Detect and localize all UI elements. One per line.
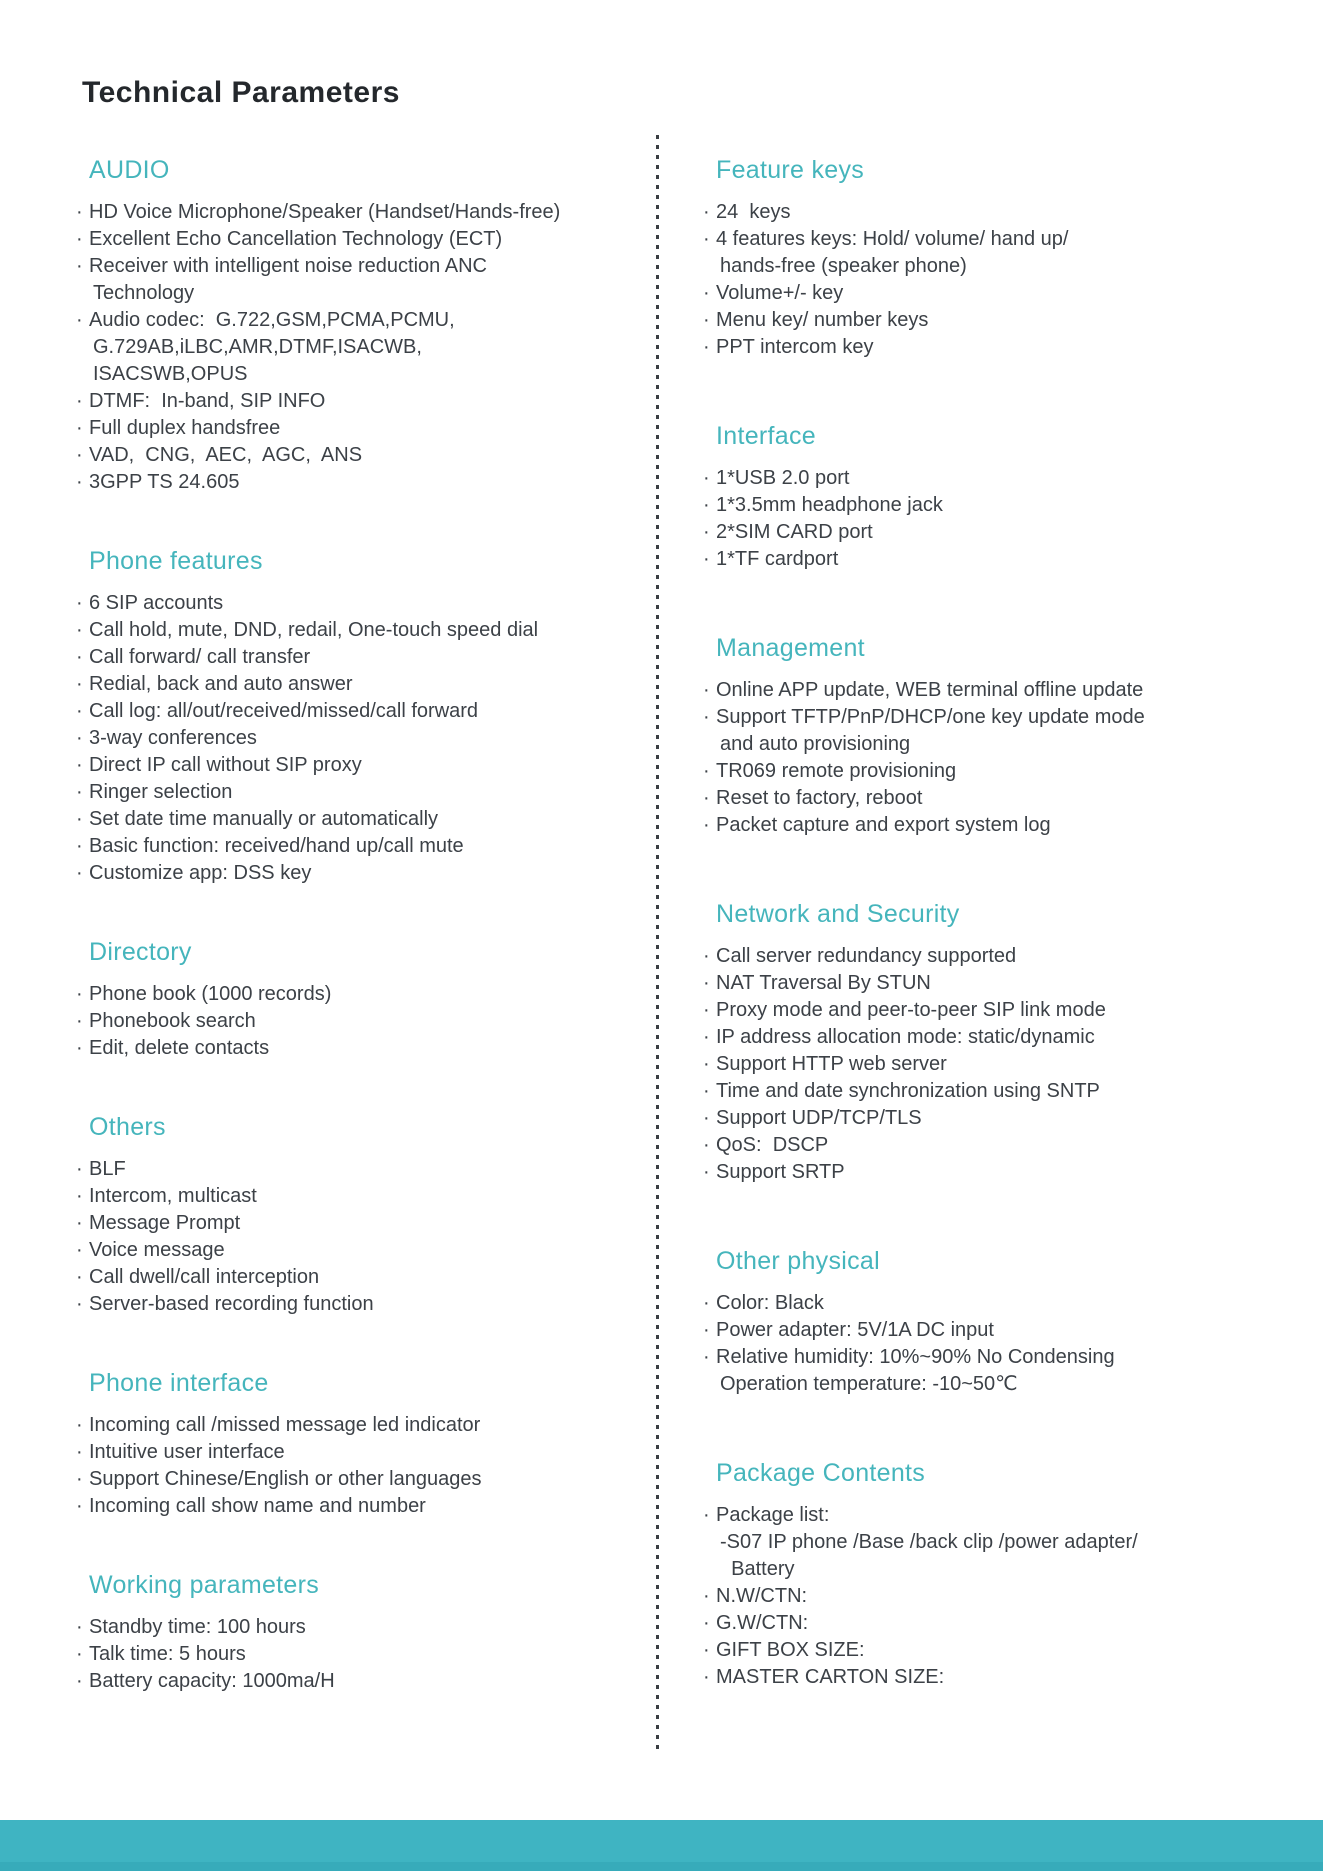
section-heading: Interface [716,422,816,450]
spec-line: · Call log: all/out/received/missed/call forward [76,698,651,725]
spec-line: · Support SRTP [703,1159,1303,1186]
spec-line: · Support Chinese/English or other languages [76,1466,651,1493]
spec-line-continuation: and auto provisioning [720,733,911,755]
spec-line-continuation: ISACSWB,OPUS [93,363,248,385]
section-item-list [76,1614,651,1695]
spec-line: · Basic function: received/hand up/call mute [76,833,651,860]
spec-line: · Standby time: 100 hours [76,1614,651,1641]
spec-line: · Audio codec: G.722,GSM,PCMA,PCMU, [76,307,651,334]
spec-line: · Proxy mode and peer-to-peer SIP link mode [703,997,1303,1024]
section-phone-features [76,546,651,887]
spec-line: · Battery capacity: 1000ma/H [76,1668,651,1695]
spec-line: · QoS: DSCP [703,1132,1303,1159]
spec-line: · Set date time manually or automatically [76,806,651,833]
spec-line: · Online APP update, WEB terminal offline update [703,677,1303,704]
spec-line: · 3GPP TS 24.605 [76,469,651,496]
section-item-list [703,1502,1303,1691]
spec-line-continuation: -S07 IP phone /Base /back clip /power adapter/ [720,1531,1138,1553]
section-item-list [76,590,651,887]
spec-line: · Relative humidity: 10%~90% No Condensing [703,1344,1303,1371]
section-heading: Feature keys [716,156,865,184]
section-phone-interface [76,1368,651,1520]
spec-line: · Menu key/ number keys [703,307,1303,334]
spec-line-continuation: Battery [720,1558,795,1580]
spec-line: · Edit, delete contacts [76,1035,651,1062]
spec-line: · DTMF: In-band, SIP INFO [76,388,651,415]
spec-line: · Talk time: 5 hours [76,1641,651,1668]
spec-line: · Package list: [703,1502,1303,1529]
spec-line: · Support UDP/TCP/TLS [703,1105,1303,1132]
section-item-list [76,981,651,1062]
section-heading: Package Contents [716,1459,926,1487]
section-feature-keys [703,155,1303,361]
spec-line: · HD Voice Microphone/Speaker (Handset/Hands-free) [76,199,651,226]
spec-line: · Reset to factory, reboot [703,785,1303,812]
spec-line: · Color: Black [703,1290,1303,1317]
right-column [703,155,1303,1751]
section-audio [76,155,651,496]
spec-line: · GIFT BOX SIZE: [703,1637,1303,1664]
section-heading: Working parameters [89,1571,320,1599]
spec-line: · Full duplex handsfree [76,415,651,442]
section-directory [76,937,651,1062]
section-item-list [703,1290,1303,1398]
spec-line-continuation: hands-free (speaker phone) [720,255,967,277]
spec-line: · Incoming call /missed message led indicator [76,1412,651,1439]
spec-line: · Incoming call show name and number [76,1493,651,1520]
section-heading: Other physical [716,1247,880,1275]
spec-line: · Server-based recording function [76,1291,651,1318]
spec-line: · Message Prompt [76,1210,651,1237]
spec-line: · Intercom, multicast [76,1183,651,1210]
spec-line: · Ringer selection [76,779,651,806]
spec-line: · Customize app: DSS key [76,860,651,887]
spec-line: · TR069 remote provisioning [703,758,1303,785]
spec-line: · 2*SIM CARD port [703,519,1303,546]
spec-line: · Excellent Echo Cancellation Technology (ECT) [76,226,651,253]
spec-line: · Voice message [76,1237,651,1264]
spec-line: · IP address allocation mode: static/dynamic [703,1024,1303,1051]
spec-line-continuation: G.729AB,iLBC,AMR,DTMF,ISACWB, [93,336,422,358]
section-heading: Network and Security [716,900,960,928]
spec-line: · Phonebook search [76,1008,651,1035]
spec-line: · Call forward/ call transfer [76,644,651,671]
spec-line: · Call dwell/call interception [76,1264,651,1291]
spec-line: · 24 keys [703,199,1303,226]
spec-line: · Power adapter: 5V/1A DC input [703,1317,1303,1344]
section-heading: Management [716,634,865,662]
section-network-and-security [703,899,1303,1186]
spec-line: · 4 features keys: Hold/ volume/ hand up/ [703,226,1303,253]
column-separator-dotted-line [656,135,659,1755]
page-title: Technical Parameters [82,76,400,109]
section-item-list [76,199,651,496]
spec-line: · N.W/CTN: [703,1583,1303,1610]
left-column [76,155,651,1745]
section-management [703,633,1303,839]
section-item-list [76,1156,651,1318]
spec-line-continuation: Operation temperature: -10~50℃ [720,1373,1018,1395]
section-item-list [703,199,1303,361]
spec-line: · MASTER CARTON SIZE: [703,1664,1303,1691]
spec-line: · Support HTTP web server [703,1051,1303,1078]
section-heading: Others [89,1113,166,1141]
spec-line: · Intuitive user interface [76,1439,651,1466]
spec-line: · 1*TF cardport [703,546,1303,573]
spec-line: · Direct IP call without SIP proxy [76,752,651,779]
spec-line: · Time and date synchronization using SNTP [703,1078,1303,1105]
section-others [76,1112,651,1318]
spec-line: · Call hold, mute, DND, redail, One-touch speed dial [76,617,651,644]
section-item-list [703,943,1303,1186]
spec-line: · Receiver with intelligent noise reduction ANC [76,253,651,280]
section-other-physical [703,1246,1303,1398]
spec-line: · Packet capture and export system log [703,812,1303,839]
section-heading: AUDIO [89,156,170,184]
section-working-parameters [76,1570,651,1695]
spec-line: · 1*3.5mm headphone jack [703,492,1303,519]
section-item-list [76,1412,651,1520]
spec-line: · 3-way conferences [76,725,651,752]
section-heading: Phone features [89,547,263,575]
spec-line-continuation: Technology [93,282,195,304]
spec-line: · Phone book (1000 records) [76,981,651,1008]
spec-line: · 6 SIP accounts [76,590,651,617]
section-package-contents [703,1458,1303,1691]
spec-line: · Volume+/- key [703,280,1303,307]
footer-accent-bar [0,1820,1323,1871]
section-interface [703,421,1303,573]
spec-line: · Support TFTP/PnP/DHCP/one key update mode [703,704,1303,731]
section-item-list [703,677,1303,839]
spec-line: · Redial, back and auto answer [76,671,651,698]
spec-line: · BLF [76,1156,651,1183]
spec-line: · NAT Traversal By STUN [703,970,1303,997]
spec-line: · PPT intercom key [703,334,1303,361]
spec-line: · VAD, CNG, AEC, AGC, ANS [76,442,651,469]
section-item-list [703,465,1303,573]
spec-line: · Call server redundancy supported [703,943,1303,970]
spec-line: · 1*USB 2.0 port [703,465,1303,492]
spec-line: · G.W/CTN: [703,1610,1303,1637]
section-heading: Phone interface [89,1369,269,1397]
section-heading: Directory [89,938,192,966]
